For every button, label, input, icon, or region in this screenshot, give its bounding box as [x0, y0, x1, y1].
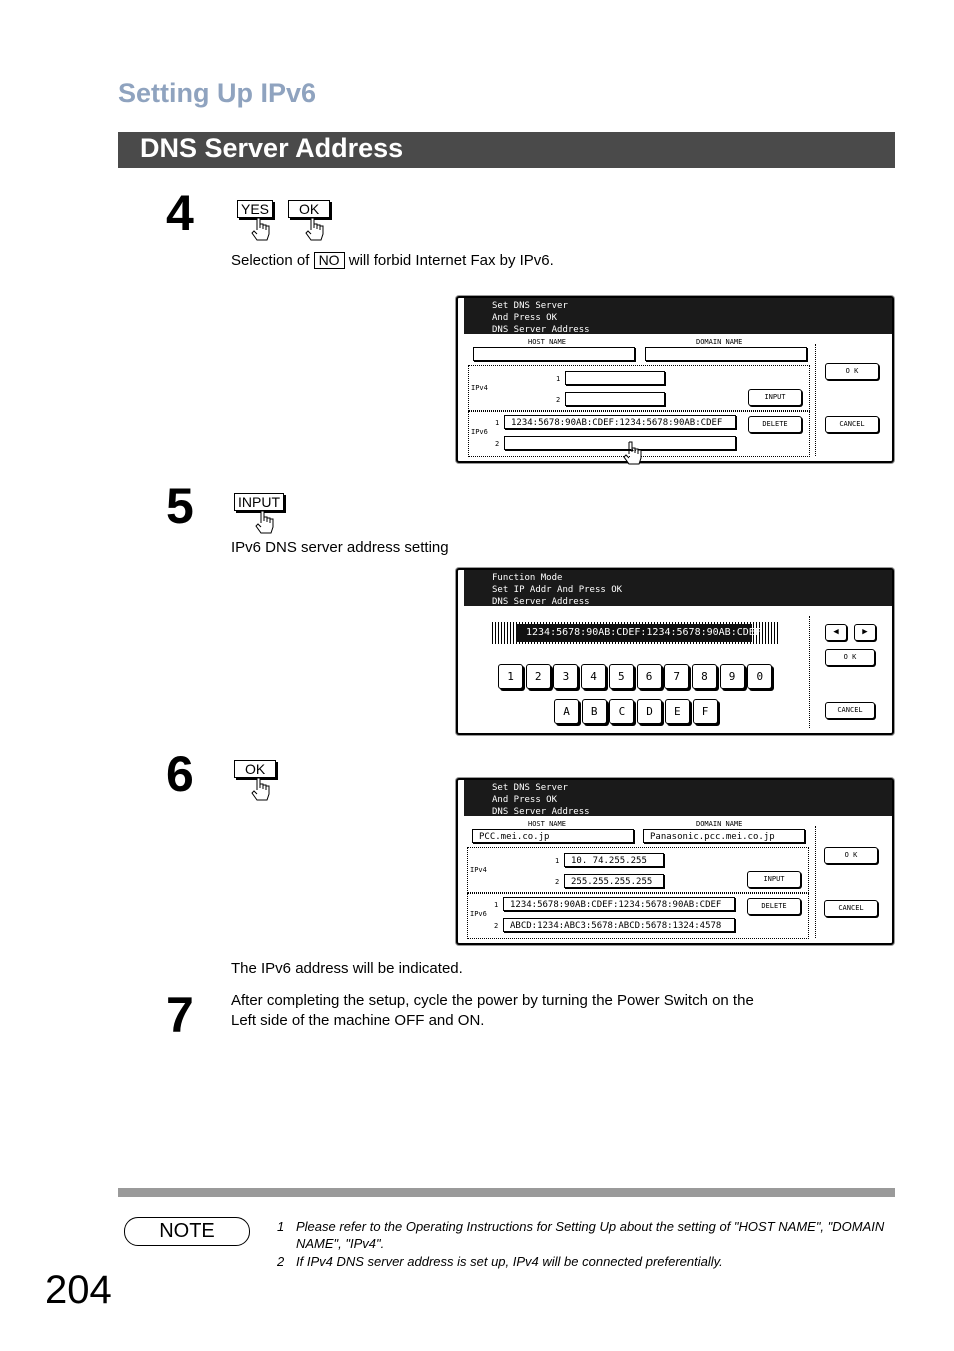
step-7-description: After completing the setup, cycle the power by turning the Power Switch on the Left side of the machine OFF and ON.	[231, 992, 754, 1029]
ipv4-address-1-field[interactable]: 10. 74.255.255	[564, 853, 664, 867]
address-entry-display: 1234:5678:90AB:CDEF:1234:5678:90AB:CDEF	[516, 624, 752, 642]
ipv6-label: IPv6	[471, 428, 488, 436]
step-number-4: 4	[166, 185, 194, 241]
lcd-panel-dns-settings: Set DNS Server And Press OK DNS Server Address HOST NAME DOMAIN NAME IPv4 1 2 INPUT IPv6 1 2 1234:5678:90AB:CDEF:1234:5678:90AB:CDEF DELETE O K CANCEL	[456, 296, 894, 463]
step-number-5: 5	[166, 478, 194, 534]
domain-name-field[interactable]	[645, 347, 807, 361]
keypad-digit-9[interactable]: 9	[720, 664, 745, 689]
keypad-digit-7[interactable]: 7	[664, 664, 689, 689]
ipv4-address-2-field[interactable]: 255.255.255.255	[564, 874, 664, 888]
footer-divider	[118, 1188, 895, 1197]
note-item: 1 Please refer to the Operating Instructions for Setting Up about the setting of "HOST NAME", "DOMAIN NAME", "IPv4".	[277, 1219, 885, 1251]
keypad-letter-f[interactable]: F	[693, 699, 718, 724]
ipv4-address-1-field[interactable]	[565, 371, 665, 385]
host-name-field[interactable]: PCC.mei.co.jp	[472, 829, 634, 843]
delete-button[interactable]: DELETE	[748, 416, 802, 433]
right-arrow-button[interactable]: ▶	[854, 624, 876, 641]
pointing-hand-icon	[620, 440, 646, 466]
keypad-letter-d[interactable]: D	[637, 699, 662, 724]
input-button[interactable]: INPUT	[748, 389, 802, 406]
ok-button[interactable]: O K	[825, 649, 875, 666]
ok-key: OK	[288, 200, 330, 218]
keypad-digit-5[interactable]: 5	[609, 664, 634, 689]
ok-key: OK	[234, 760, 276, 778]
ok-button[interactable]: O K	[825, 363, 879, 380]
ipv6-address-1-field[interactable]: 1234:5678:90AB:CDEF:1234:5678:90AB:CDEF	[503, 897, 735, 911]
input-key: INPUT	[234, 493, 284, 511]
pointing-hand-icon	[302, 216, 328, 242]
domain-name-label: DOMAIN NAME	[696, 338, 743, 346]
input-button[interactable]: INPUT	[747, 871, 801, 888]
cancel-button[interactable]: CANCEL	[824, 900, 878, 917]
step-4-description: Selection of NO will forbid Internet Fax by IPv6.	[231, 252, 554, 269]
section-title: Setting Up IPv6	[118, 78, 317, 108]
note-item: 2 If IPv4 DNS server address is set up, IPv4 will be connected preferentially.	[277, 1254, 723, 1269]
page-number: 204	[45, 1268, 112, 1312]
keypad-digit-1[interactable]: 1	[498, 664, 523, 689]
ipv6-address-2-field[interactable]: ABCD:1234:ABC3:5678:ABCD:5678:1324:4578	[503, 918, 735, 932]
step-5-description: IPv6 DNS server address setting	[231, 539, 449, 556]
keypad-digit-8[interactable]: 8	[692, 664, 717, 689]
lcd-panel-dns-result: Set DNS Server And Press OK DNS Server Address HOST NAME DOMAIN NAME PCC.mei.co.jp Panasonic.pcc.mei.co.jp IPv4 1 2 10. 74.255.255 255.255.255.255 INPUT IPv6 1 2 1234:5678:90AB:CDEF:1234:5678:90AB:CDEF ABCD:1234:ABC3:5678:ABCD:5678:1324:4578 DELETE O K CANCEL	[456, 778, 894, 945]
step-number-6: 6	[166, 746, 194, 802]
keypad-digit-2[interactable]: 2	[526, 664, 551, 689]
pointing-hand-icon	[252, 509, 278, 535]
panel-header: Set DNS Server And Press OK DNS Server Address	[464, 780, 892, 816]
cancel-button[interactable]: CANCEL	[825, 702, 875, 719]
yes-key: YES	[237, 200, 273, 218]
no-key: NO	[314, 252, 345, 269]
left-arrow-button[interactable]: ◀	[825, 624, 847, 641]
panel-header: Set DNS Server And Press OK DNS Server Address	[464, 298, 892, 334]
keypad-letter-e[interactable]: E	[665, 699, 690, 724]
keypad-letter-b[interactable]: B	[582, 699, 607, 724]
title-banner	[118, 132, 895, 168]
domain-name-field[interactable]: Panasonic.pcc.mei.co.jp	[643, 829, 805, 843]
host-name-label: HOST NAME	[528, 338, 566, 346]
lcd-panel-address-input	[456, 568, 894, 735]
keypad-letter-c[interactable]: C	[609, 699, 634, 724]
cancel-button[interactable]: CANCEL	[825, 416, 879, 433]
ipv6-address-1-field[interactable]: 1234:5678:90AB:CDEF:1234:5678:90AB:CDEF	[504, 415, 736, 429]
notes-list	[277, 1218, 897, 1270]
ok-button[interactable]: O K	[824, 847, 878, 864]
keypad-digit-4[interactable]: 4	[581, 664, 606, 689]
ipv4-address-2-field[interactable]	[565, 392, 665, 406]
banner-title: DNS Server Address	[140, 133, 404, 163]
step-number-7: 7	[166, 987, 194, 1043]
pointing-hand-icon	[248, 216, 274, 242]
keypad-letter-a[interactable]: A	[554, 699, 579, 724]
ipv4-label: IPv4	[470, 866, 487, 874]
keypad-digit-3[interactable]: 3	[553, 664, 578, 689]
note-label: NOTE	[124, 1217, 250, 1246]
ipv6-label: IPv6	[470, 910, 487, 918]
pointing-hand-icon	[248, 776, 274, 802]
keypad-digit-0[interactable]: 0	[747, 664, 772, 689]
keypad-digit-6[interactable]: 6	[637, 664, 662, 689]
ipv4-label: IPv4	[471, 384, 488, 392]
panel-header: Function Mode Set IP Addr And Press OK DNS Server Address	[464, 570, 892, 606]
step-6-description: The IPv6 address will be indicated.	[231, 960, 463, 977]
host-name-label: HOST NAME	[528, 820, 566, 828]
domain-name-label: DOMAIN NAME	[696, 820, 743, 828]
host-name-field[interactable]	[473, 347, 635, 361]
delete-button[interactable]: DELETE	[747, 898, 801, 915]
